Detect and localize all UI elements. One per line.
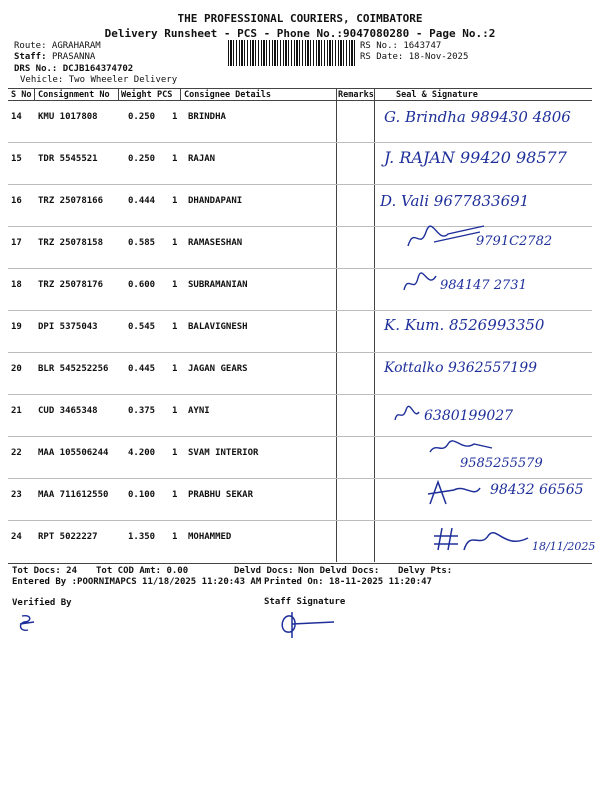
- cell-pcs: 1: [172, 280, 178, 290]
- signature-row-21: 6380199027: [424, 408, 514, 424]
- cell-consignee: MOHAMMED: [188, 532, 232, 542]
- signature-scribble-22: [426, 438, 496, 458]
- col-seal-signature: Seal & Signature: [396, 90, 478, 100]
- cell-consignment: CUD 3465348: [38, 406, 98, 416]
- staff-label-text: Staff:: [14, 52, 47, 62]
- signature-row-20: Kottalko 9362557199: [384, 360, 538, 376]
- cell-pcs: 1: [172, 112, 178, 122]
- cell-consignee: RAMASESHAN: [188, 238, 243, 248]
- signature-row-23: 98432 66565: [490, 482, 584, 498]
- cell-sno: 19: [11, 322, 22, 332]
- cell-consignee: DHANDAPANI: [188, 196, 243, 206]
- staff-label: [14, 52, 95, 62]
- staff-signature-mark: [278, 608, 338, 640]
- cell-sno: 17: [11, 238, 22, 248]
- col-separator: [34, 88, 35, 100]
- cell-consignee: AYNI: [188, 406, 210, 416]
- cell-weight: 0.585: [128, 238, 156, 248]
- cell-pcs: 1: [172, 364, 178, 374]
- route-label: Route: AGRAHARAM: [14, 41, 101, 51]
- cell-consignment: MAA 711612550: [38, 490, 109, 500]
- cell-consignee: JAGAN GEARS: [188, 364, 248, 374]
- col-remarks: Remarks: [338, 90, 374, 100]
- rs-number: RS No.: 1643747: [360, 41, 442, 51]
- signature-row-22: 9585255579: [460, 456, 543, 471]
- table-top-border: [8, 88, 592, 89]
- signature-scribble-21: [392, 404, 422, 426]
- cell-weight: 0.250: [128, 154, 156, 164]
- cell-weight: 4.200: [128, 448, 156, 458]
- cell-pcs: 1: [172, 196, 178, 206]
- cell-sno: 22: [11, 448, 22, 458]
- cell-consignment: TRZ 25078166: [38, 196, 104, 206]
- cell-weight: 0.375: [128, 406, 156, 416]
- barcode-image: [228, 40, 356, 66]
- cell-consignment: TDR 5545521: [38, 154, 98, 164]
- cell-sno: 15: [11, 154, 22, 164]
- cell-consignee: SVAM INTERIOR: [188, 448, 259, 458]
- cell-consignee: RAJAN: [188, 154, 216, 164]
- col-sno: S No: [11, 90, 32, 100]
- signature-scribble-24: [432, 524, 532, 556]
- cell-sno: 16: [11, 196, 22, 206]
- cell-consignment: DPI 5375043: [38, 322, 98, 332]
- signature-row-16: D. Vali 9677833691: [380, 192, 530, 210]
- verified-by-label: Verified By: [12, 598, 72, 608]
- staff-signature-label: Staff Signature: [264, 597, 346, 607]
- delivery-points: Delvy Pts:: [398, 566, 453, 576]
- signature-row-17: 9791C2782: [476, 234, 553, 249]
- cell-weight: 0.250: [128, 112, 156, 122]
- cell-sno: 23: [11, 490, 22, 500]
- col-pcs: PCS: [157, 90, 173, 100]
- cell-pcs: 1: [172, 448, 178, 458]
- cell-consignment: RPT 5022227: [38, 532, 98, 542]
- total-docs: Tot Docs: 24: [12, 566, 78, 576]
- cell-sno: 21: [11, 406, 22, 416]
- company-title: THE PROFESSIONAL COURIERS, COIMBATORE: [177, 12, 423, 25]
- signature-row-14: G. Brindha 989430 4806: [384, 108, 571, 126]
- signature-row-18: 984147 2731: [440, 278, 527, 293]
- printed-on: Printed On: 18-11-2025 11:20:47: [264, 577, 432, 587]
- vehicle-label: Vehicle: Two Wheeler Delivery: [20, 75, 178, 85]
- cell-consignment: BLR 545252256: [38, 364, 109, 374]
- signature-row-15: J. RAJAN 99420 98577: [384, 148, 567, 167]
- cell-consignment: TRZ 25078158: [38, 238, 104, 248]
- cell-weight: 0.444: [128, 196, 156, 206]
- cell-sno: 20: [11, 364, 22, 374]
- cell-pcs: 1: [172, 532, 178, 542]
- col-separator: [180, 88, 181, 100]
- delivered-docs: Delvd Docs:: [234, 566, 294, 576]
- cell-consignment: KMU 1017808: [38, 112, 98, 122]
- col-weight: Weight: [121, 90, 152, 100]
- entered-by: Entered By :POORNIMAPCS 11/18/2025 11:20:43 AM: [12, 577, 262, 587]
- drs-number: DRS No.: DCJB164374702: [14, 64, 134, 74]
- cell-pcs: 1: [172, 154, 178, 164]
- col-consignment: Consignment No: [38, 90, 110, 100]
- cell-consignment: TRZ 25078176: [38, 280, 104, 290]
- cell-pcs: 1: [172, 490, 178, 500]
- cell-weight: 1.350: [128, 532, 156, 542]
- col-consignee: Consignee Details: [184, 90, 271, 100]
- signature-scribble-18: [400, 270, 440, 296]
- signature-date-24: 18/11/2025: [532, 540, 596, 553]
- cell-weight: 0.600: [128, 280, 156, 290]
- cell-pcs: 1: [172, 238, 178, 248]
- cell-consignee: BRINDHA: [188, 112, 226, 122]
- cell-consignee: PRABHU SEKAR: [188, 490, 254, 500]
- cell-sno: 24: [11, 532, 22, 542]
- cell-pcs: 1: [172, 322, 178, 332]
- cell-weight: 0.545: [128, 322, 156, 332]
- cell-weight: 0.445: [128, 364, 156, 374]
- col-separator: [118, 88, 119, 100]
- staff-name: PRASANNA: [51, 52, 96, 62]
- cell-consignee: BALAVIGNESH: [188, 322, 248, 332]
- rs-date: RS Date: 18-Nov-2025: [360, 52, 469, 62]
- cell-sno: 18: [11, 280, 22, 290]
- signature-row-19: K. Kum. 8526993350: [384, 316, 545, 334]
- cell-consignment: MAA 105506244: [38, 448, 109, 458]
- signature-scribble-23: [424, 478, 484, 510]
- cell-consignee: SUBRAMANIAN: [188, 280, 248, 290]
- cell-pcs: 1: [172, 406, 178, 416]
- verified-by-signature: [16, 612, 38, 634]
- non-delivered-docs: Non Delvd Docs:: [298, 566, 380, 576]
- runsheet-subtitle: Delivery Runsheet - PCS - Phone No.:9047080280 - Page No.:2: [104, 27, 496, 40]
- col-separator: [336, 88, 337, 100]
- cell-sno: 14: [11, 112, 22, 122]
- cell-weight: 0.100: [128, 490, 156, 500]
- table-bottom-border: [8, 563, 592, 564]
- total-cod-amount: Tot COD Amt: 0.00: [96, 566, 189, 576]
